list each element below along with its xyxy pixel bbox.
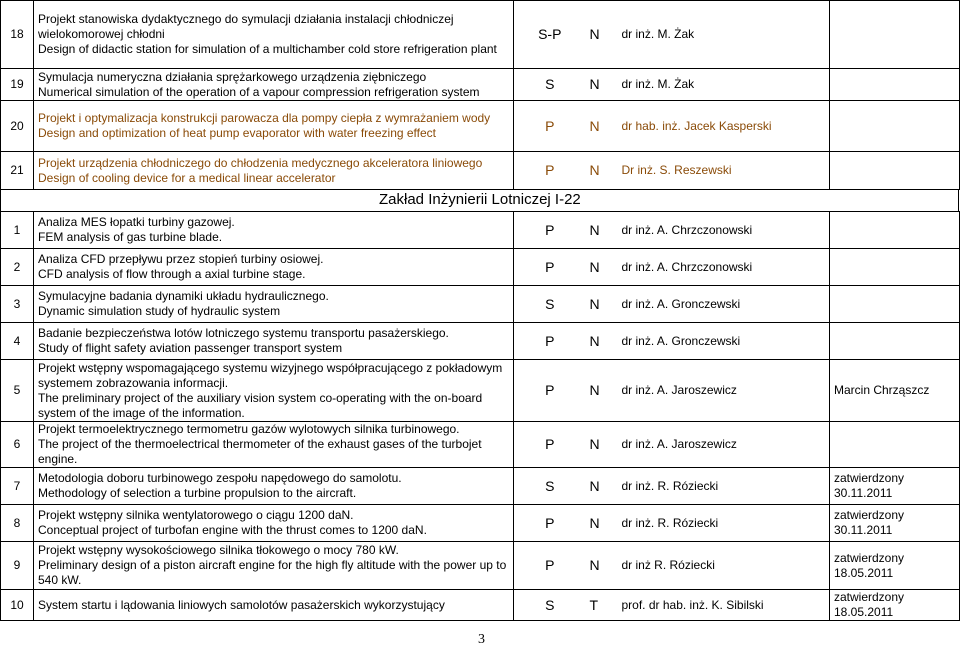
table-row: [1, 212, 960, 249]
table-row: [1, 360, 960, 422]
supervisor-name: dr inż. A. Jaroszewicz: [618, 360, 830, 422]
study-mode: N: [586, 468, 618, 505]
supervisor-name: dr inż. A. Jaroszewicz: [618, 422, 830, 468]
table-row: [1, 249, 960, 286]
study-mode: N: [586, 152, 618, 190]
row-number: 21: [1, 152, 34, 190]
row-number: 18: [1, 1, 34, 69]
thesis-title: [34, 360, 514, 422]
row-number: 19: [1, 69, 34, 101]
row-number: 10: [1, 590, 34, 621]
title-english: Methodology of selection a turbine propulsion to the aircraft.: [38, 486, 357, 500]
student-or-status: zatwierdzony 30.11.2011: [830, 468, 960, 505]
supervisor-name: dr inż. M. Żak: [618, 1, 830, 69]
study-mode: N: [586, 101, 618, 152]
title-english: Design of cooling device for a medical linear accelerator: [38, 170, 336, 185]
thesis-type: S: [514, 69, 586, 101]
student-or-status: [830, 101, 960, 152]
row-number: 3: [1, 286, 34, 323]
student-or-status: zatwierdzony 30.11.2011: [830, 505, 960, 542]
title-polish: Projekt wstępny silnika wentylatorowego o ciągu 1200 daN.: [38, 508, 354, 522]
top-thesis-table: [0, 0, 960, 190]
row-number: 2: [1, 249, 34, 286]
page-number: 3: [478, 632, 485, 647]
table-row: [1, 152, 960, 190]
title-polish: Projekt stanowiska dydaktycznego do symulacji działania instalacji chłodniczej wielokomorowej chłodni: [38, 12, 454, 41]
title-polish: Metodologia doboru turbinowego zespołu napędowego do samolotu.: [38, 471, 402, 485]
study-mode: N: [586, 212, 618, 249]
study-mode: N: [586, 249, 618, 286]
title-polish: Analiza CFD przepływu przez stopień turbiny osiowej.: [38, 252, 324, 266]
title-english: Numerical simulation of the operation of a vapour compression refrigeration system: [38, 84, 480, 99]
table-row: [1, 468, 960, 505]
thesis-title: [34, 249, 514, 286]
table-row: [1, 286, 960, 323]
table-row: [1, 542, 960, 590]
thesis-type: P: [514, 360, 586, 422]
supervisor-name: dr inż. R. Róziecki: [618, 505, 830, 542]
student-or-status: [830, 249, 960, 286]
thesis-type: S: [514, 286, 586, 323]
row-number: 6: [1, 422, 34, 468]
section-title: Zakład Inżynierii Lotniczej I-22: [379, 191, 581, 208]
supervisor-name: dr inż. A. Gronczewski: [618, 286, 830, 323]
study-mode: N: [586, 505, 618, 542]
thesis-type: P: [514, 101, 586, 152]
title-polish: Symulacyjne badania dynamiki układu hydraulicznego.: [38, 289, 329, 303]
bottom-thesis-table: [0, 211, 960, 621]
title-polish: Projekt termoelektrycznego termometru gazów wylotowych silnika turbinowego.: [38, 422, 460, 436]
section-header: [0, 189, 959, 211]
thesis-type: P: [514, 323, 586, 360]
row-number: 1: [1, 212, 34, 249]
student-or-status: [830, 152, 960, 190]
thesis-title: [34, 542, 514, 590]
table-row: [1, 69, 960, 101]
student-or-status: Marcin Chrząszcz: [830, 360, 960, 422]
student-or-status: [830, 422, 960, 468]
student-or-status: [830, 323, 960, 360]
thesis-title: [34, 69, 514, 101]
thesis-type: S: [514, 590, 586, 621]
thesis-title: [34, 286, 514, 323]
study-mode: N: [586, 286, 618, 323]
study-mode: N: [586, 69, 618, 101]
study-mode: N: [586, 422, 618, 468]
supervisor-name: dr inż. A. Chrzczonowski: [618, 249, 830, 286]
student-or-status: [830, 69, 960, 101]
table-row: [1, 422, 960, 468]
supervisor-name: prof. dr hab. inż. K. Sibilski: [618, 590, 830, 621]
table-row: [1, 1, 960, 69]
supervisor-name: dr inż. A. Gronczewski: [618, 323, 830, 360]
student-or-status: [830, 1, 960, 69]
row-number: 8: [1, 505, 34, 542]
student-or-status: [830, 212, 960, 249]
thesis-title: [34, 422, 514, 468]
row-number: 5: [1, 360, 34, 422]
title-polish: Projekt i optymalizacja konstrukcji parowacza dla pompy ciepła z wymrażaniem wody: [38, 111, 491, 125]
title-english: Design and optimization of heat pump evaporator with water freezing effect: [38, 126, 437, 140]
thesis-title: [34, 323, 514, 360]
thesis-title: [34, 101, 514, 152]
thesis-type: P: [514, 152, 586, 190]
study-mode: T: [586, 590, 618, 621]
title-english: CFD analysis of flow through a axial turbine stage.: [38, 267, 306, 281]
row-number: 20: [1, 101, 34, 152]
title-english: The project of the thermoelectrical thermometer of the exhaust gases of the turbojet engine.: [38, 437, 482, 466]
supervisor-name: dr inż. M. Żak: [618, 69, 830, 101]
title-english: Dynamic simulation study of hydraulic system: [38, 304, 281, 318]
supervisor-name: dr hab. inż. Jacek Kasperski: [618, 101, 830, 152]
title-polish: System startu i lądowania liniowych samolotów pasażerskich wykorzystujący: [38, 597, 445, 612]
table-row: [1, 323, 960, 360]
study-mode: N: [586, 323, 618, 360]
title-english: The preliminary project of the auxiliary vision system co-operating with the on-board system of the image of the information.: [38, 390, 483, 420]
row-number: 7: [1, 468, 34, 505]
title-polish: Projekt wstępny wspomagającego systemu wizyjnego współpracującego z pokładowym systemem zobrazowania informacji.: [38, 360, 503, 390]
row-number: 4: [1, 323, 34, 360]
study-mode: N: [586, 1, 618, 69]
thesis-title: [34, 1, 514, 69]
study-mode: N: [586, 542, 618, 590]
title-english: Study of flight safety aviation passenger transport system: [38, 341, 343, 355]
thesis-type: P: [514, 212, 586, 249]
thesis-title: [34, 468, 514, 505]
supervisor-name: dr inż. A. Chrzczonowski: [618, 212, 830, 249]
title-polish: Projekt urządzenia chłodniczego do chłodzenia medycznego akceleratora liniowego: [38, 155, 483, 170]
supervisor-name: dr inż. R. Róziecki: [618, 468, 830, 505]
thesis-type: P: [514, 505, 586, 542]
title-polish: Badanie bezpieczeństwa lotów lotniczego systemu transportu pasażerskiego.: [38, 326, 449, 340]
title-polish: Projekt wstępny wysokościowego silnika tłokowego o mocy 780 kW.: [38, 543, 399, 557]
thesis-title: [34, 505, 514, 542]
title-english: Preliminary design of a piston aircraft engine for the high fly altitude with the power up to 540 kW.: [38, 558, 507, 587]
table-row: [1, 505, 960, 542]
thesis-title: [34, 212, 514, 249]
thesis-type: S: [514, 468, 586, 505]
title-polish: Symulacja numeryczna działania sprężarkowego urządzenia ziębniczego: [38, 69, 427, 84]
thesis-title: [34, 590, 514, 621]
table-row: [1, 590, 960, 621]
thesis-type: P: [514, 422, 586, 468]
thesis-type: P: [514, 542, 586, 590]
title-english: Design of didactic station for simulation of a multichamber cold store refrigeration plant: [38, 42, 497, 56]
supervisor-name: dr inż R. Róziecki: [618, 542, 830, 590]
supervisor-name: Dr inż. S. Reszewski: [618, 152, 830, 190]
table-row: [1, 101, 960, 152]
study-mode: N: [586, 360, 618, 422]
thesis-type: P: [514, 249, 586, 286]
row-number: 9: [1, 542, 34, 590]
title-polish: Analiza MES łopatki turbiny gazowej.: [38, 215, 235, 229]
thesis-title: [34, 152, 514, 190]
thesis-type: S-P: [514, 1, 586, 69]
title-english: FEM analysis of gas turbine blade.: [38, 230, 223, 244]
title-english: Conceptual project of turbofan engine with the thrust comes to 1200 daN.: [38, 523, 427, 537]
student-or-status: zatwierdzony 18.05.2011: [830, 590, 960, 621]
student-or-status: zatwierdzony 18.05.2011: [830, 542, 960, 590]
student-or-status: [830, 286, 960, 323]
